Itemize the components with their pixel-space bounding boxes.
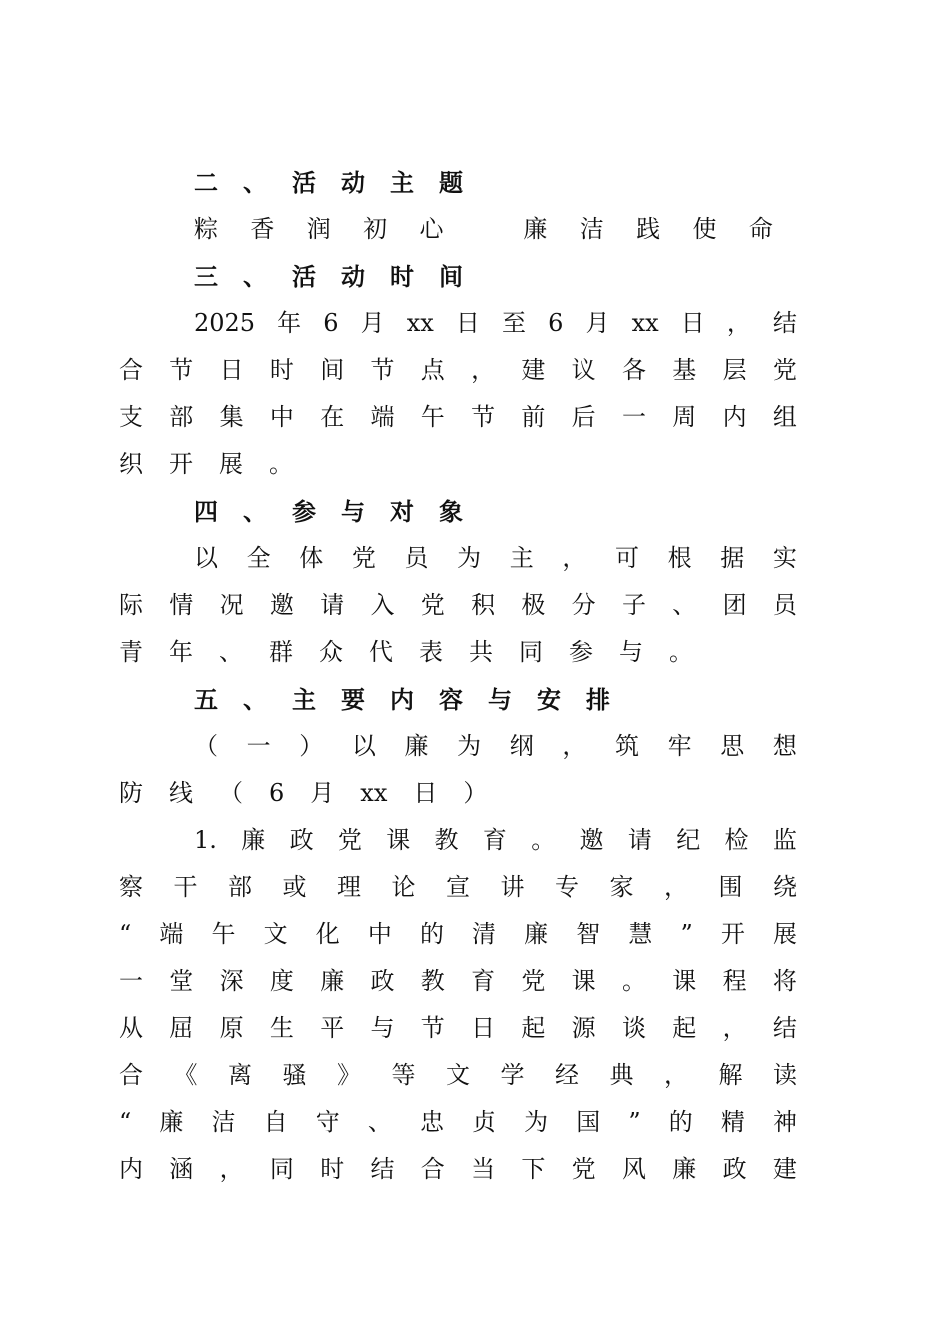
section-heading: 五 、 主 要 内 容 与 安 排 [194,685,610,714]
body-line: 从 屈 原 生 平 与 节 日 起 源 谈 起 ， 结 [119,1014,797,1042]
body-line: 合 《 离 骚 》 等 文 学 经 典 ， 解 读 [119,1061,797,1089]
body-line: 粽 香 润 初 心 廉 洁 践 使 命 [194,215,773,243]
body-line: 支 部 集 中 在 端 午 节 前 后 一 周 内 组 [119,403,797,431]
body-line: 2025 年 6 月 xx 日 至 6 月 xx 日 ， 结 [194,309,797,337]
body-line: 防 线 （ 6 月 xx 日 ） [119,779,488,807]
body-line: 一 堂 深 度 廉 政 教 育 党 课 。 课 程 将 [119,967,797,995]
body-line: 青 年 、 群 众 代 表 共 同 参 与 。 [119,638,693,666]
body-line: 以 全 体 党 员 为 主 ， 可 根 据 实 [194,544,797,572]
body-line: 际 情 况 邀 请 入 党 积 极 分 子 、 团 员 [119,591,797,619]
body-line: 1. 廉 政 党 课 教 育 。 邀 请 纪 检 监 [194,826,797,854]
body-line: 合 节 日 时 间 节 点 ， 建 议 各 基 层 党 [119,356,797,384]
body-line: （ 一 ） 以 廉 为 纲 ， 筑 牢 思 想 [194,732,797,760]
body-line: “ 廉 洁 自 守 、 忠 贞 为 国 ” 的 精 神 [119,1108,797,1136]
body-line: 察 干 部 或 理 论 宣 讲 专 家 ， 围 绕 [119,873,797,901]
section-heading: 四 、 参 与 对 象 [194,497,463,526]
body-line: 织 开 展 。 [119,450,293,478]
section-heading: 三 、 活 动 时 间 [194,262,463,291]
body-line: “ 端 午 文 化 中 的 清 廉 智 慧 ” 开 展 [119,920,797,948]
section-heading: 二 、 活 动 主 题 [194,168,463,197]
body-line: 内 涵 ， 同 时 结 合 当 下 党 风 廉 政 建 [119,1155,797,1183]
